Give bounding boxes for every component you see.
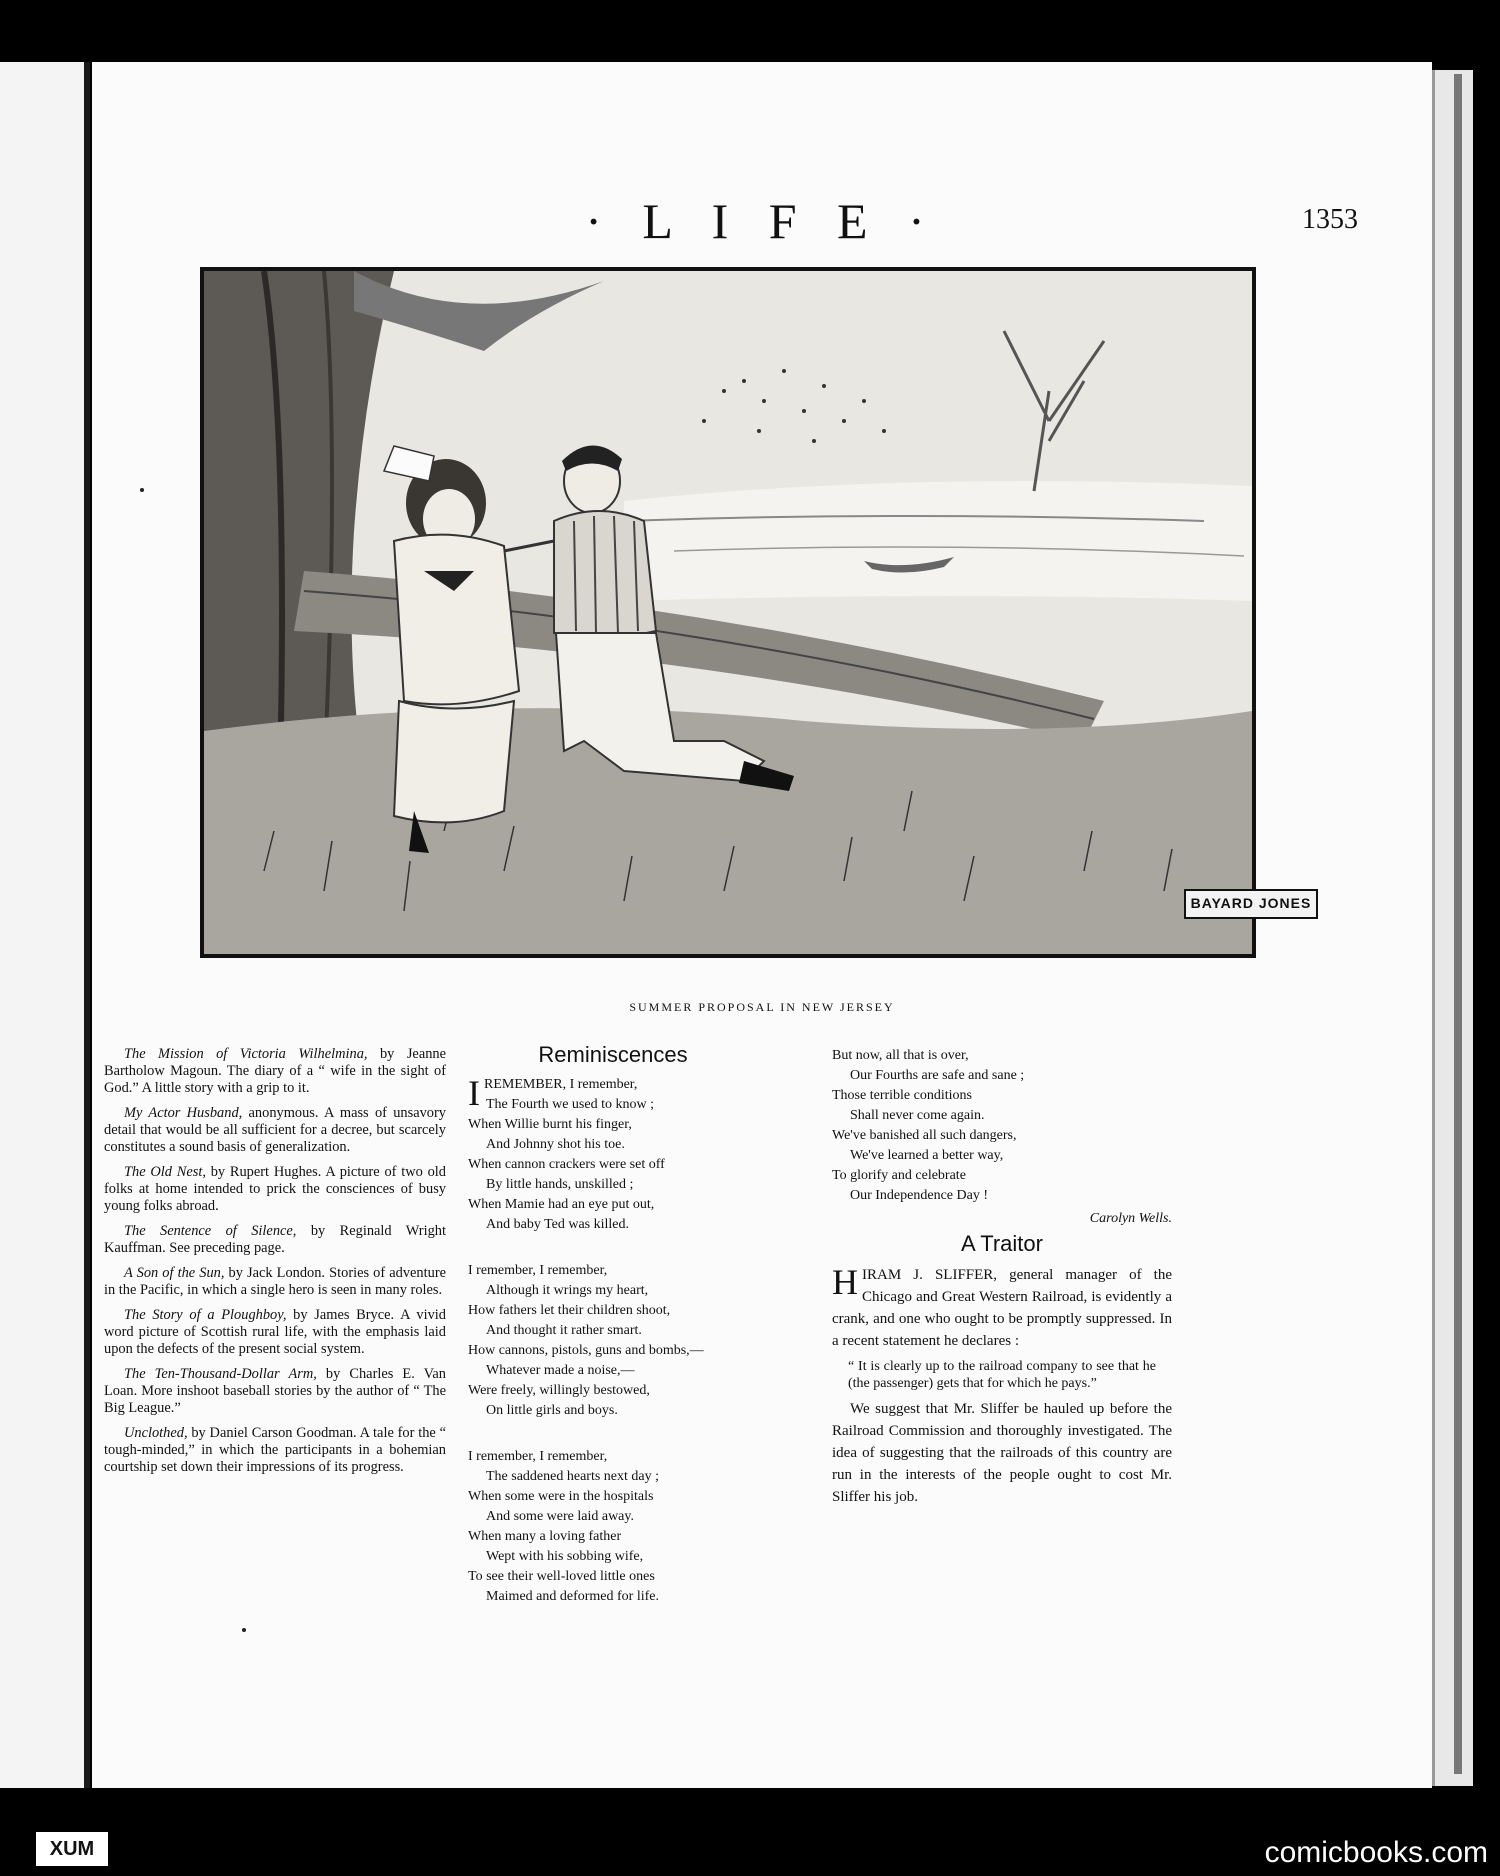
poem-line: REMEMBER, I remember, (484, 1077, 638, 1092)
masthead: · L I F E · (585, 193, 939, 249)
review-title: The Old Nest, (124, 1164, 206, 1180)
page-mark (140, 488, 144, 492)
review-title: The Story of a Ploughboy, (124, 1307, 287, 1323)
poem-line: Those terrible conditions (832, 1088, 972, 1103)
poem-line: We've learned a better way, (850, 1148, 1004, 1163)
review-item (104, 1046, 446, 1097)
review-item (104, 1366, 446, 1417)
poem-line: To glorify and celebrate (832, 1168, 966, 1183)
poem-line: Our Fourths are safe and sane ; (850, 1068, 1025, 1083)
poem-line: How fathers let their children shoot, (468, 1303, 671, 1318)
article-title: A Traitor (961, 1231, 1043, 1256)
poem-stanza (468, 1075, 758, 1235)
poem-line: And Johnny shot his toe. (486, 1137, 625, 1152)
poem-line: I remember, I remember, (468, 1263, 608, 1278)
gutter (84, 62, 90, 1788)
illustration (200, 267, 1312, 958)
magazine-page (92, 62, 1432, 1788)
poem-column (468, 1042, 758, 1633)
article-quote: “ It is clearly up to the railroad company to see that he (the passenger) gets that for which he pays.” (848, 1359, 1156, 1391)
poem-line: By little hands, unskilled ; (486, 1177, 634, 1192)
article-text: IRAM J. SLIFFER, general manager of the Chicago and Great Western Railroad, is evidently a crank, and one who ought to be promptly suppressed. In a recent statement he declares : (832, 1267, 1172, 1349)
review-title: The Sentence of Silence, (124, 1223, 297, 1239)
reviews-column (104, 1046, 446, 1484)
review-item (104, 1425, 446, 1476)
poem-stanza (832, 1046, 1172, 1206)
poem-line: When Willie burnt his finger, (468, 1117, 632, 1132)
poem-author: Carolyn Wells. (1089, 1211, 1172, 1226)
poem-line: And baby Ted was killed. (486, 1217, 630, 1232)
review-text: anonymous. A mass of unsavory detail that would be all sufficient for a decree, but scarcely constitutes a sound basis of generalization. (104, 1105, 446, 1155)
poem-line: On little girls and boys. (486, 1403, 618, 1418)
previous-page-edge (0, 62, 88, 1788)
review-title: A Son of the Sun, (124, 1265, 225, 1281)
review-title: Unclothed, (124, 1425, 188, 1441)
article-paragraph: We suggest that Mr. Sliffer be hauled up before the Railroad Commission and thoroughly investigated. The idea of suggesting that the railroads of this country are run in the interests of the people ought to cost Mr. Sliffer his job. (832, 1401, 1172, 1505)
poem-line: When some were in the hospitals (468, 1489, 654, 1504)
review-text: by Reginald Wright Kauffman. See preceding page. (104, 1223, 446, 1256)
poem-line: Shall never come again. (850, 1108, 985, 1123)
poem-line: The saddened hearts next day ; (486, 1469, 659, 1484)
poem-line: The Fourth we used to know ; (486, 1097, 654, 1112)
poem-line: Were freely, willingly bestowed, (468, 1383, 650, 1398)
poem-line: When cannon crackers were set off (468, 1157, 665, 1172)
archive-stamp: XUM (36, 1832, 108, 1866)
review-text: by Rupert Hughes. A picture of two old folks at home intended to prick the consciences of busy young folks abroad. (104, 1164, 446, 1214)
review-text: by Daniel Carson Goodman. A tale for the “ tough-minded,” in which the participants in a bohemian courtship set down their impressions of its progress. (104, 1425, 446, 1475)
review-title: The Ten-Thousand-Dollar Arm, (124, 1366, 317, 1382)
poem-title: Reminiscences (538, 1042, 688, 1067)
poem-line: How cannons, pistols, guns and bombs,— (468, 1343, 704, 1358)
review-item (104, 1223, 446, 1257)
poem-line: Although it wrings my heart, (486, 1283, 649, 1298)
poem-line: Wept with his sobbing wife, (486, 1549, 644, 1564)
review-text: by Jeanne Bartholow Magoun. The diary of a “ wife in the sight of God.” A little story with a grip to it. (104, 1046, 446, 1096)
artist-signature: BAYARD JONES (1184, 889, 1318, 919)
poem-line: When many a loving father (468, 1529, 622, 1544)
poem-stanza (468, 1447, 758, 1607)
review-item (104, 1265, 446, 1299)
drop-cap: I (468, 1073, 480, 1113)
poem-line: I remember, I remember, (468, 1449, 608, 1464)
poem-line: But now, all that is over, (832, 1048, 969, 1063)
right-column (832, 1046, 1172, 1508)
page-mark (242, 1628, 246, 1632)
review-title: My Actor Husband, (124, 1105, 243, 1121)
illustration-drawing (204, 271, 1252, 954)
article-paragraph (832, 1264, 1172, 1352)
poem-line: To see their well-loved little ones (468, 1569, 655, 1584)
review-title: The Mission of Victoria Wilhelmina, (124, 1046, 368, 1062)
watermark: comicbooks.com (1264, 1836, 1488, 1869)
poem-line: When Mamie had an eye put out, (468, 1197, 655, 1212)
poem-line: And thought it rather smart. (486, 1323, 642, 1338)
illustration-caption: SUMMER PROPOSAL IN NEW JERSEY (629, 1000, 895, 1014)
page-stack-line (1454, 74, 1462, 1774)
drop-cap: H (832, 1262, 858, 1302)
review-text: by James Bryce. A vivid word picture of Scottish rural life, with the emphasis laid upon the defects of the present social system. (104, 1307, 446, 1357)
poem-stanza (468, 1261, 758, 1421)
poem-line: We've banished all such dangers, (832, 1128, 1017, 1143)
page-stack-edge (1432, 70, 1473, 1786)
review-text: by Charles E. Van Loan. More inshoot baseball stories by the author of “ The Big League.” (104, 1366, 447, 1416)
poem-line: Our Independence Day ! (850, 1188, 988, 1203)
poem-line: Maimed and deformed for life. (486, 1589, 659, 1604)
poem-line: Whatever made a noise,— (486, 1363, 635, 1378)
review-item (104, 1307, 446, 1358)
poem-line: And some were laid away. (486, 1509, 634, 1524)
review-item (104, 1105, 446, 1156)
review-text: by Jack London. Stories of adventure in the Pacific, in which a single hero is seen in many roles. (104, 1265, 446, 1298)
page-number: 1353 (1302, 204, 1358, 235)
review-item (104, 1164, 446, 1215)
